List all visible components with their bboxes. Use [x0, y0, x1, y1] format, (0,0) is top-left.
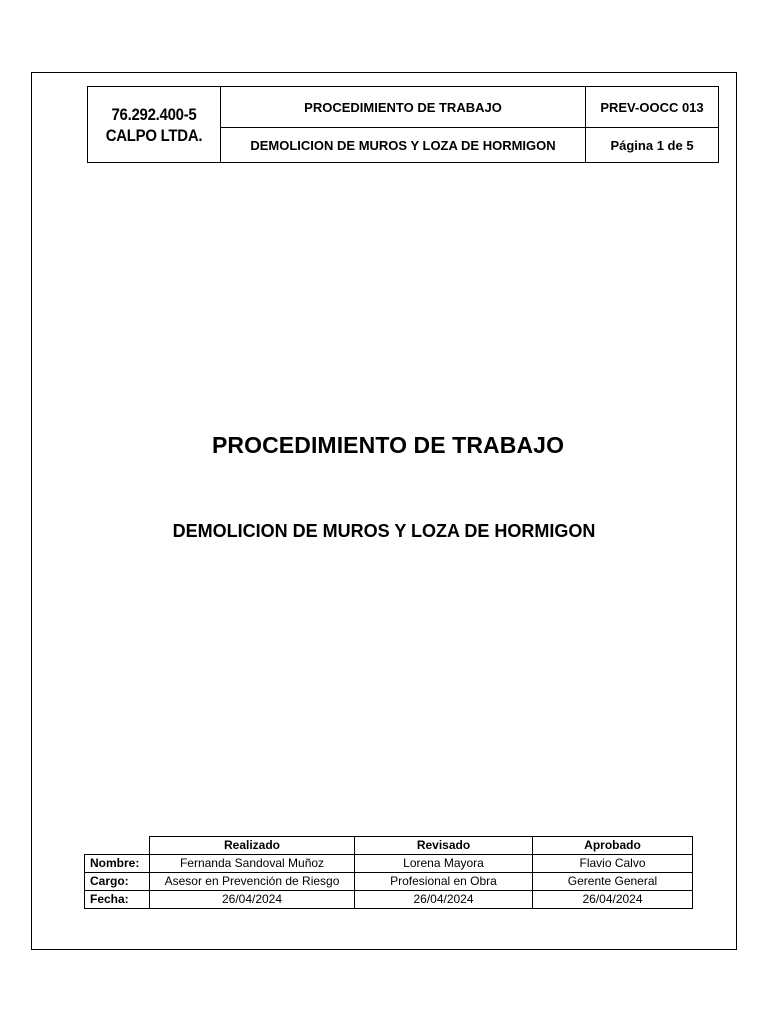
- row-label-nombre: Nombre:: [85, 854, 150, 872]
- row-label-fecha: Fecha:: [85, 890, 150, 908]
- column-header-revisado: Revisado: [355, 837, 533, 855]
- document-subject: DEMOLICION DE MUROS Y LOZA DE HORMIGON: [221, 128, 586, 163]
- column-header-aprobado: Aprobado: [533, 837, 693, 855]
- aprobado-nombre: Flavio Calvo: [533, 854, 693, 872]
- approval-corner-cell: [85, 837, 150, 855]
- page-indicator: Página 1 de 5: [586, 128, 719, 163]
- company-cell: [88, 87, 221, 163]
- document-header-table: [87, 86, 719, 163]
- aprobado-cargo: Gerente General: [533, 872, 693, 890]
- revisado-cargo: Profesional en Obra: [355, 872, 533, 890]
- revisado-nombre: Lorena Mayora: [355, 854, 533, 872]
- document-type: PROCEDIMIENTO DE TRABAJO: [221, 87, 586, 128]
- row-label-cargo: Cargo:: [85, 872, 150, 890]
- approval-header-row: [85, 837, 693, 855]
- realizado-nombre: Fernanda Sandoval Muñoz: [150, 854, 355, 872]
- cover-title: PROCEDIMIENTO DE TRABAJO: [211, 432, 565, 458]
- table-row: [85, 872, 693, 890]
- column-header-realizado: Realizado: [150, 837, 355, 855]
- revisado-fecha: 26/04/2024: [355, 890, 533, 908]
- realizado-cargo: Asesor en Prevención de Riesgo: [150, 872, 355, 890]
- cover-subtitle: DEMOLICION DE MUROS Y LOZA DE HORMIGON: [172, 521, 596, 541]
- approval-table: [84, 836, 693, 909]
- company-rut: 76.292.400-5: [111, 104, 197, 124]
- page-frame: [31, 72, 737, 950]
- table-row: [85, 854, 693, 872]
- company-name: CALPO LTDA.: [105, 125, 203, 145]
- document-code: PREV-OOCC 013: [586, 87, 719, 128]
- aprobado-fecha: 26/04/2024: [533, 890, 693, 908]
- table-row: [85, 890, 693, 908]
- realizado-fecha: 26/04/2024: [150, 890, 355, 908]
